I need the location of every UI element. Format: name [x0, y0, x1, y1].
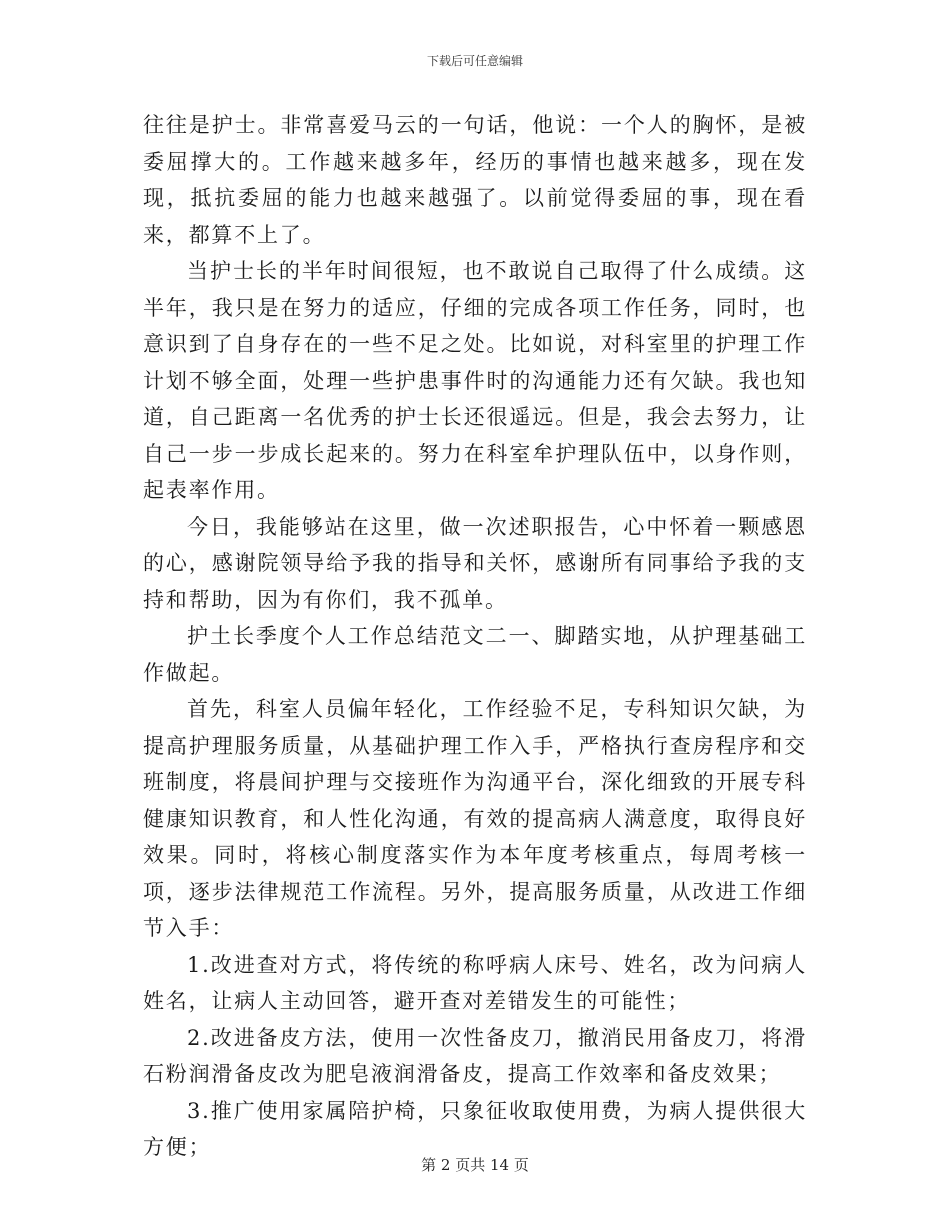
page-number: 第 2 页共 14 页 [421, 1156, 529, 1174]
document-body [143, 107, 807, 1166]
list-item: 2.改进备皮方法，使用一次性备皮刀，撤消民用备皮刀，将滑石粉润滑备皮改为肥皂液润滑备皮，提高工作效率和备皮效果； [143, 1025, 807, 1086]
section-heading: 护土长季度个人工作总结范文二一、脚踏实地，从护理基础工作做起。 [143, 624, 807, 685]
page-header: 下载后可任意编辑 [426, 54, 523, 68]
list-item: 3.推广使用家属陪护椅，只象征收取使用费，为病人提供很大方便； [143, 1098, 807, 1159]
paragraph: 当护士长的半年时间很短，也不敢说自己取得了什么成绩。这半年，我只是在努力的适应，仔细的完成各项工作任务，同时，也意识到了自身存在的一些不足之处。比如说，对科室里的护理工作计划不够全面，处理一些护患事件时的沟通能力还有欠缺。我也知道，自己距离一名优秀的护士长还很遥远。但是，我会去努力，让自己一步一步成长起来的。努力在科室牟护理队伍中，以身作则，起表率作用。 [143, 259, 807, 502]
paragraph: 往往是护士。非常喜爱马云的一句话，他说：一个人的胸怀，是被委屈撑大的。工作越来越多年，经历的事情也越来越多，现在发现，抵抗委屈的能力也越来越强了。以前觉得委屈的事，现在看来，都算不上了。 [143, 113, 807, 247]
list-item: 1.改进查对方式，将传统的称呼病人床号、姓名，改为问病人姓名，让病人主动回答，避开查对差错发生的可能性； [143, 952, 807, 1013]
paragraph: 今日，我能够站在这里，做一次述职报告，心中怀着一颗感恩的心，感谢院领导给予我的指导和关怀，感谢所有同事给予我的支持和帮助，因为有你们，我不孤单。 [143, 514, 807, 612]
paragraph: 首先，科室人员偏年轻化，工作经验不足，专科知识欠缺，为提高护理服务质量，从基础护理工作入手，严格执行查房程序和交班制度，将晨间护理与交接班作为沟通平台，深化细致的开展专科健康知识教育，和人性化沟通，有效的提高病人满意度，取得良好效果。同时，将核心制度落实作为本年度考核重点，每周考核一项，逐步法律规范工作流程。另外，提高服务质量，从改进工作细节入手： [143, 697, 807, 940]
